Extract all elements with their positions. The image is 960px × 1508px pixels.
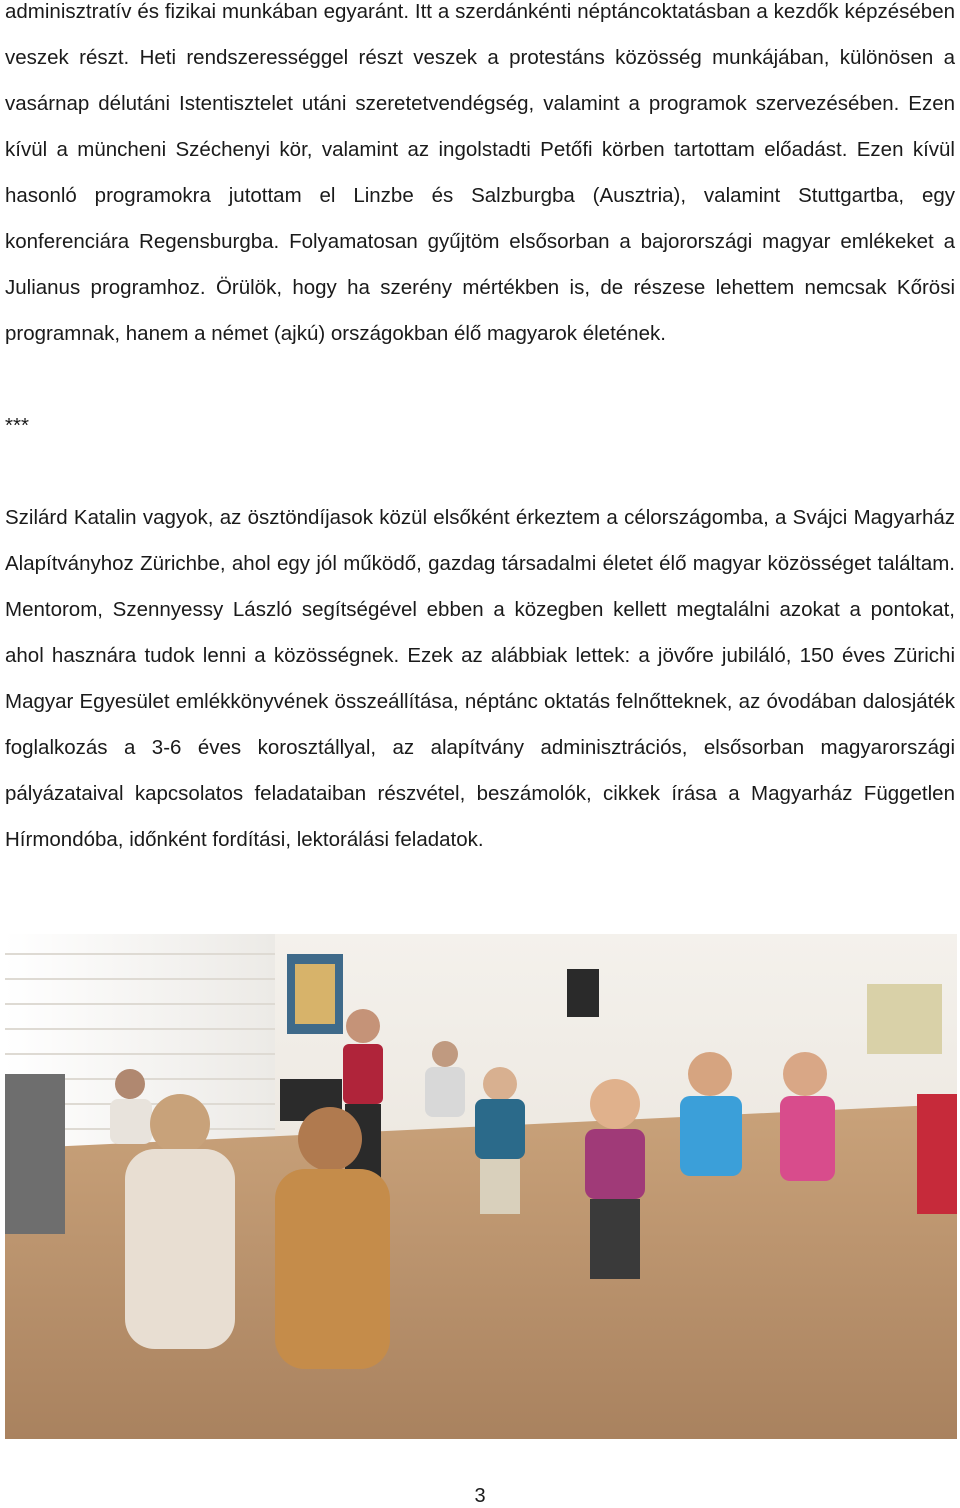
paragraph-szilard-katalin: Szilárd Katalin vagyok, az ösztöndíjasok közül elsőként érkeztem a célországomba, a Svájci Magyarház Alapítványhoz Zürichbe, ahol egy jól működő, gazdag társadalmi életet élő magyar közösséget találtam. Mentorom, Szennyessy László segítségével ebben a közegben kellett megtalálni azokat a pontokat, ahol hasznára tudok lenni a közösségnek. Ezek az alábbiak lettek: a jövőre jubiláló, 150 éves Zürichi Magyar Egyesület emlékkönyvének összeállítása, néptánc oktatás felnőtteknek, az óvodában dalosjáték foglalkozás a 3-6 éves korosztállyal, az alapítvány adminisztrációs, elsősorban magyarországi pályázataival kapcsolatos feladataiban részvétel, beszámolók, cikkek írása a Magyarház Független Hírmondóba, időnként fordítási, lektorálási feladatok. xyxy=(5,506,955,851)
paragraph-continuation: adminisztratív és fizikai munkában egyaránt. Itt a szerdánkénti néptáncoktatásban a kezdők képzésében veszek részt. Heti rendszerességgel részt veszek a protestáns közösség munkájában, különösen a vasárnap délutáni Istentisztelet utáni szeretetvendégség, valamint a programok szervezésében. Ezen kívül a müncheni Széchenyi kör, valamint az ingolstadti Petőfi körben tartottam előadást. Ezen kívül hasonló programokra jutottam el Linzbe és Salzburgba (Ausztria), valamint Stuttgartba, egy konferenciára Regensburgba. Folyamatosan gyűjtöm elsősorban a bajorországi magyar emlékeket a Julianus programhoz. Örülök, hogy ha szerény mértékben is, de részese lehettem nemcsak Kőrösi programnak, hanem a német (ajkú) országokban élő magyarok életének. xyxy=(5,0,955,345)
photo-illustration xyxy=(5,934,957,1439)
paragraph-gap xyxy=(5,357,955,403)
section-separator: *** xyxy=(5,414,29,437)
page-number: 3 xyxy=(474,1485,486,1507)
paragraph-gap xyxy=(5,449,955,495)
dance-class-photo xyxy=(5,934,957,1439)
document-body xyxy=(5,0,955,863)
